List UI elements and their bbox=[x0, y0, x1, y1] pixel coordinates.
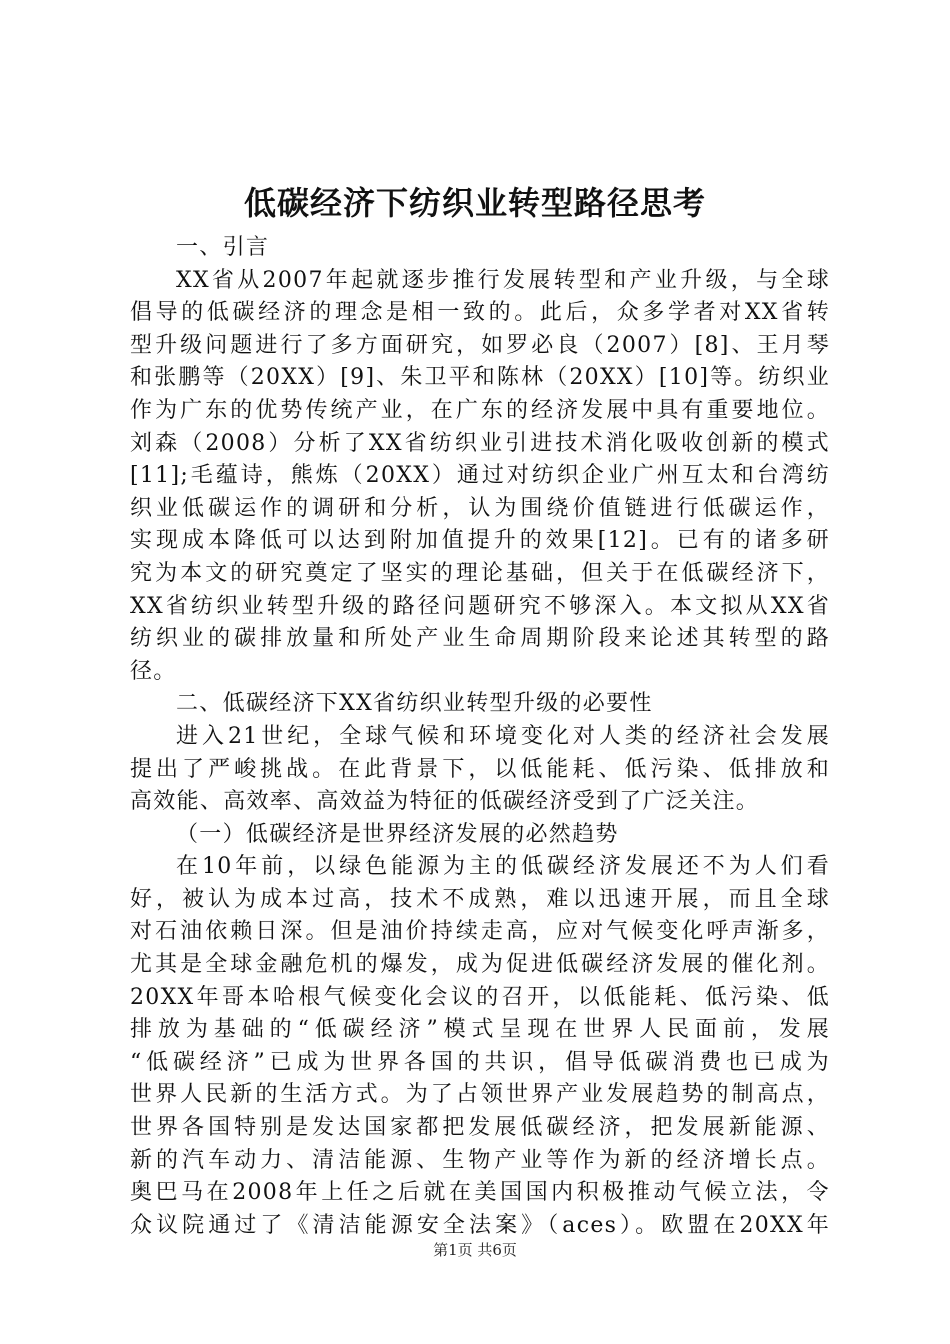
paragraph-line: 进入21世纪，全球气候和环境变化对人类的经济社会发展 bbox=[176, 723, 830, 749]
paragraph-line: 众议院通过了《清洁能源安全法案》（aces）。欧盟在20XX年 bbox=[130, 1212, 830, 1238]
paragraph-line: 高效能、高效率、高效益为特征的低碳经济受到了广泛关注。 bbox=[130, 789, 760, 815]
paragraph-line: XX省纺织业转型升级的路径问题研究不够深入。本文拟从XX省 bbox=[130, 593, 830, 619]
paragraph-line: 世界各国特别是发达国家都把发展低碳经济，把发展新能源、 bbox=[130, 1115, 830, 1141]
paragraph-line: 尤其是全球金融危机的爆发，成为促进低碳经济发展的催化剂。 bbox=[130, 952, 830, 978]
paragraph-line: 径。 bbox=[130, 658, 177, 684]
paragraph-line: 倡导的低碳经济的理念是相一致的。此后，众多学者对XX省转 bbox=[130, 300, 830, 326]
paragraph-line: 好，被认为成本过高，技术不成熟，难以迅速开展，而且全球 bbox=[130, 886, 830, 912]
section-heading: 二、低碳经济下XX省纺织业转型升级的必要性 bbox=[176, 691, 653, 717]
page-footer: 第1页 共6页 bbox=[433, 1241, 517, 1259]
paragraph-line: 纺织业的碳排放量和所处产业生命周期阶段来论述其转型的路 bbox=[130, 626, 830, 652]
paragraph-line: XX省从2007年起就逐步推行发展转型和产业升级，与全球 bbox=[176, 267, 830, 293]
paragraph-line: “低碳经济”已成为世界各国的共识，倡导低碳消费也已成为 bbox=[130, 1049, 830, 1075]
paragraph-line: 在10年前，以绿色能源为主的低碳经济发展还不为人们看 bbox=[176, 854, 830, 880]
paragraph-line: 究为本文的研究奠定了坚实的理论基础，但关于在低碳经济下， bbox=[130, 560, 830, 586]
paragraph-line: 实现成本降低可以达到附加值提升的效果[12]。已有的诸多研 bbox=[130, 528, 830, 554]
paragraph-line: 对石油依赖日深。但是油价持续走高，应对气候变化呼声渐多， bbox=[130, 919, 830, 945]
paragraph-line: 世界人民新的生活方式。为了占领世界产业发展趋势的制高点， bbox=[130, 1082, 830, 1108]
paragraph-line: 刘森（2008）分析了XX省纺织业引进技术消化吸收创新的模式 bbox=[130, 430, 830, 456]
paragraph-line: [11];毛蕴诗，熊炼（20XX）通过对纺织企业广州互太和台湾纺 bbox=[130, 463, 830, 489]
document-body bbox=[130, 232, 830, 1242]
subsection-heading: （一）低碳经济是世界经济发展的必然趋势 bbox=[176, 821, 619, 847]
paragraph-line: 新的汽车动力、清洁能源、生物产业等作为新的经济增长点。 bbox=[130, 1147, 830, 1173]
paragraph-line: 20XX年哥本哈根气候变化会议的召开，以低能耗、低污染、低 bbox=[130, 984, 830, 1010]
paragraph-line: 织业低碳运作的调研和分析，认为围绕价值链进行低碳运作， bbox=[130, 495, 830, 521]
paragraph-line: 提出了严峻挑战。在此背景下，以低能耗、低污染、低排放和 bbox=[130, 756, 830, 782]
paragraph-line: 和张鹏等（20XX）[9]、朱卫平和陈林（20XX）[10]等。纺织业 bbox=[130, 365, 830, 391]
paragraph-line: 奥巴马在2008年上任之后就在美国国内积极推动气候立法，令 bbox=[130, 1180, 830, 1206]
paragraph-line: 排放为基础的“低碳经济”模式呈现在世界人民面前，发展 bbox=[130, 1017, 830, 1043]
section-heading: 一、引言 bbox=[176, 235, 270, 260]
paragraph-line: 作为广东的优势传统产业，在广东的经济发展中具有重要地位。 bbox=[130, 397, 830, 423]
document-title: 低碳经济下纺织业转型路径思考 bbox=[243, 184, 706, 222]
paragraph-line: 型升级问题进行了多方面研究，如罗必良（2007）[8]、王月琴 bbox=[130, 332, 830, 358]
